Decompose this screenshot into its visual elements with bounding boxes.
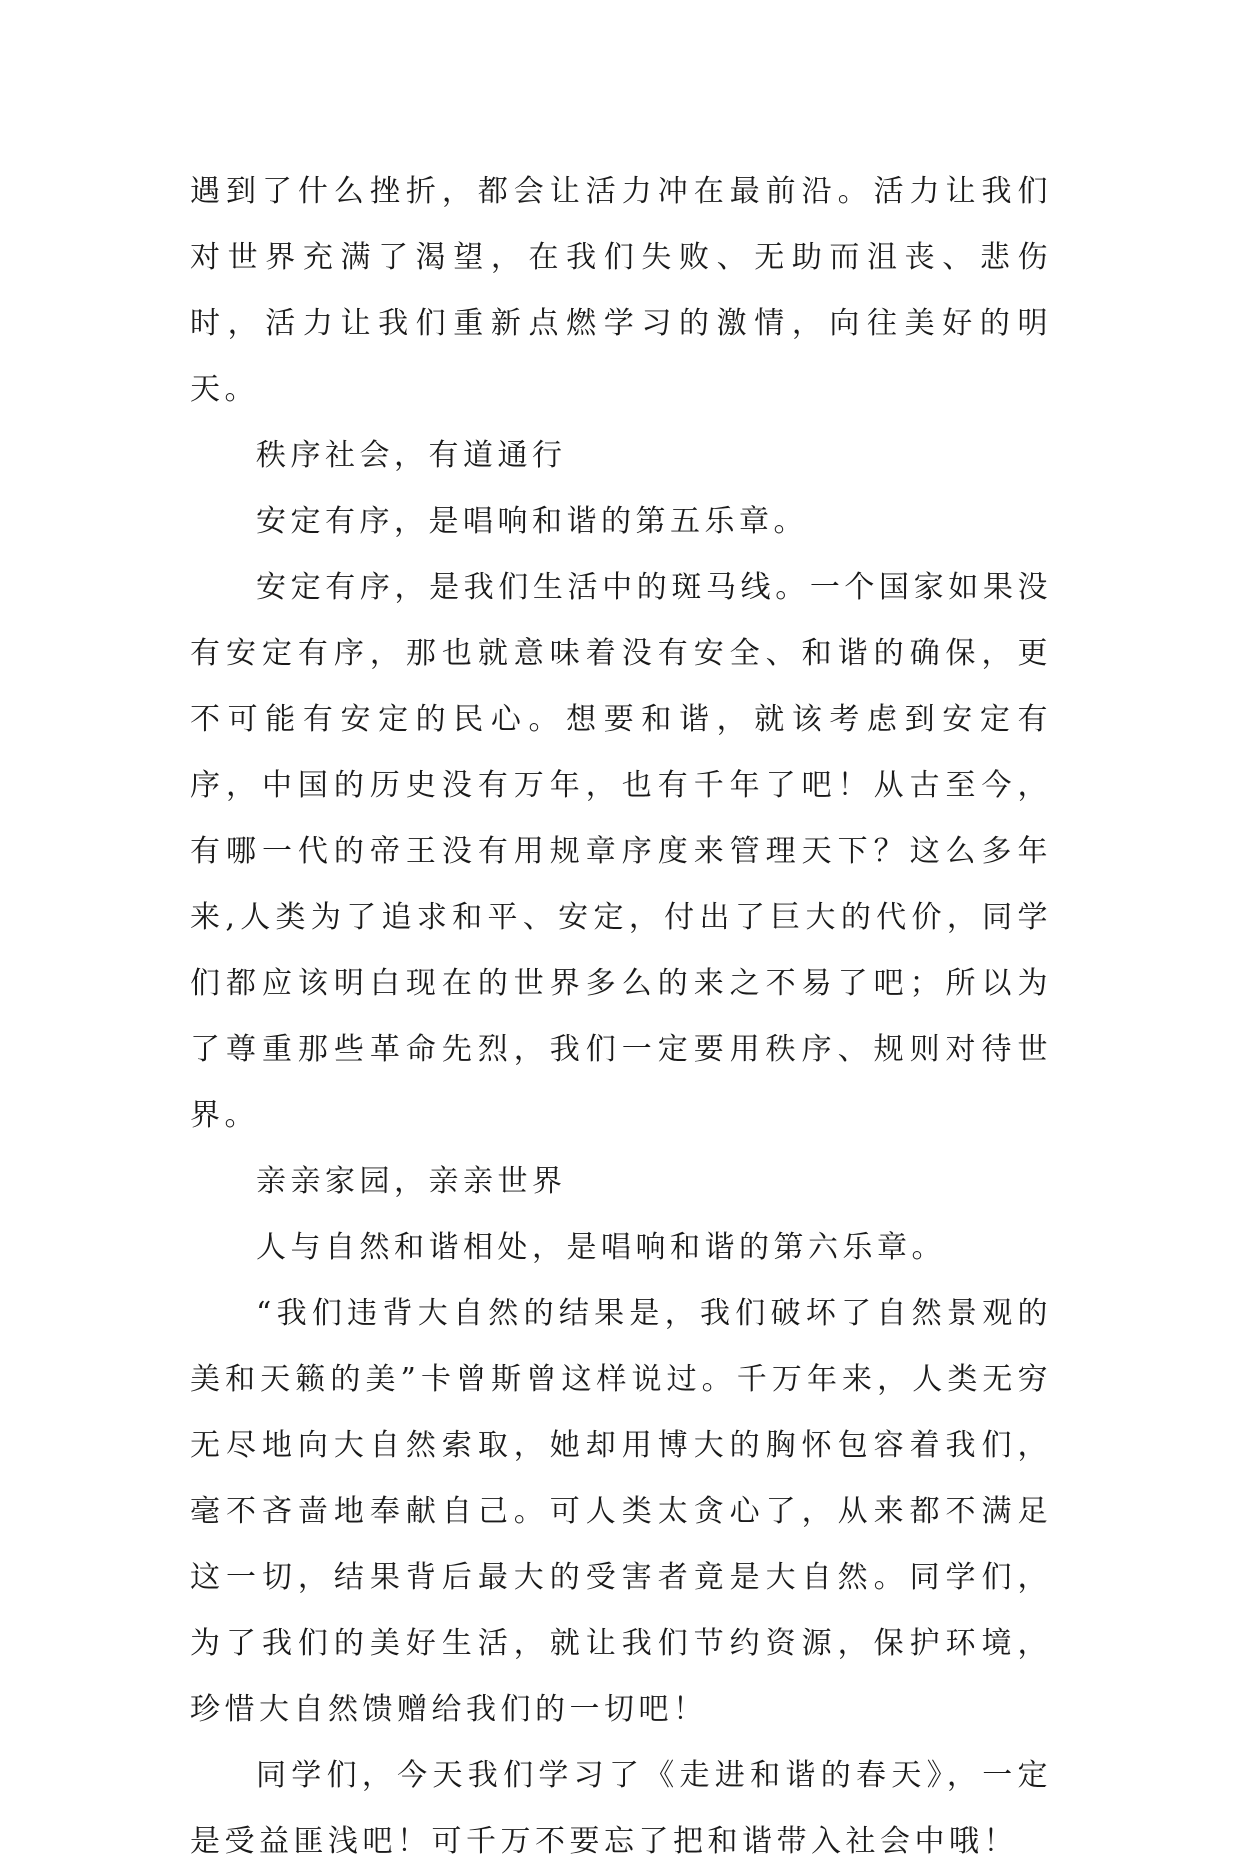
paragraph-closing: 同学们，今天我们学习了《走进和谐的春天》，一定是受益匪浅吧！可千万不要忘了把和谐带入社会中哦！ (190, 1758, 1052, 1859)
section-heading-homeland: 亲亲家园，亲亲世界 (256, 1164, 567, 1199)
paragraph-continuation: 遇到了什么挫折，都会让活力冲在最前沿。活力让我们对世界充满了渴望，在我们失败、无助而沮丧、悲伤时，活力让我们重新点燃学习的激情，向往美好的明天。 (190, 174, 1052, 407)
paragraph-nature-body: “我们违背大自然的结果是，我们破坏了自然景观的美和天籁的美”卡曾斯曾这样说过。千万年来，人类无穷无尽地向大自然索取，她却用博大的胸怀包容着我们，毫不吝啬地奉献自己。可人类太贪心了，从来都不满足这一切，结果背后最大的受害者竟是大自然。同学们，为了我们的美好生活，就让我们节约资源，保护环境，珍惜大自然馈赠给我们的一切吧！ (190, 1296, 1052, 1727)
paragraph-order-body: 安定有序，是我们生活中的斑马线。一个国家如果没有安定有序，那也就意味着没有安全、和谐的确保，更不可能有安定的民心。想要和谐，就该考虑到安定有序，中国的历史没有万年，也有千年了吧！从古至今，有哪一代的帝王没有用规章序度来管理天下？这么多年来,人类为了追求和平、安定，付出了巨大的代价，同学们都应该明白现在的世界多么的来之不易了吧；所以为了尊重那些革命先烈，我们一定要用秩序、规则对待世界。 (190, 570, 1052, 1133)
document-body (190, 159, 1052, 1875)
paragraph-fifth-movement: 安定有序，是唱响和谐的第五乐章。 (256, 504, 808, 539)
section-heading-order: 秩序社会，有道通行 (256, 438, 567, 473)
paragraph-sixth-movement: 人与自然和谐相处，是唱响和谐的第六乐章。 (256, 1230, 946, 1265)
